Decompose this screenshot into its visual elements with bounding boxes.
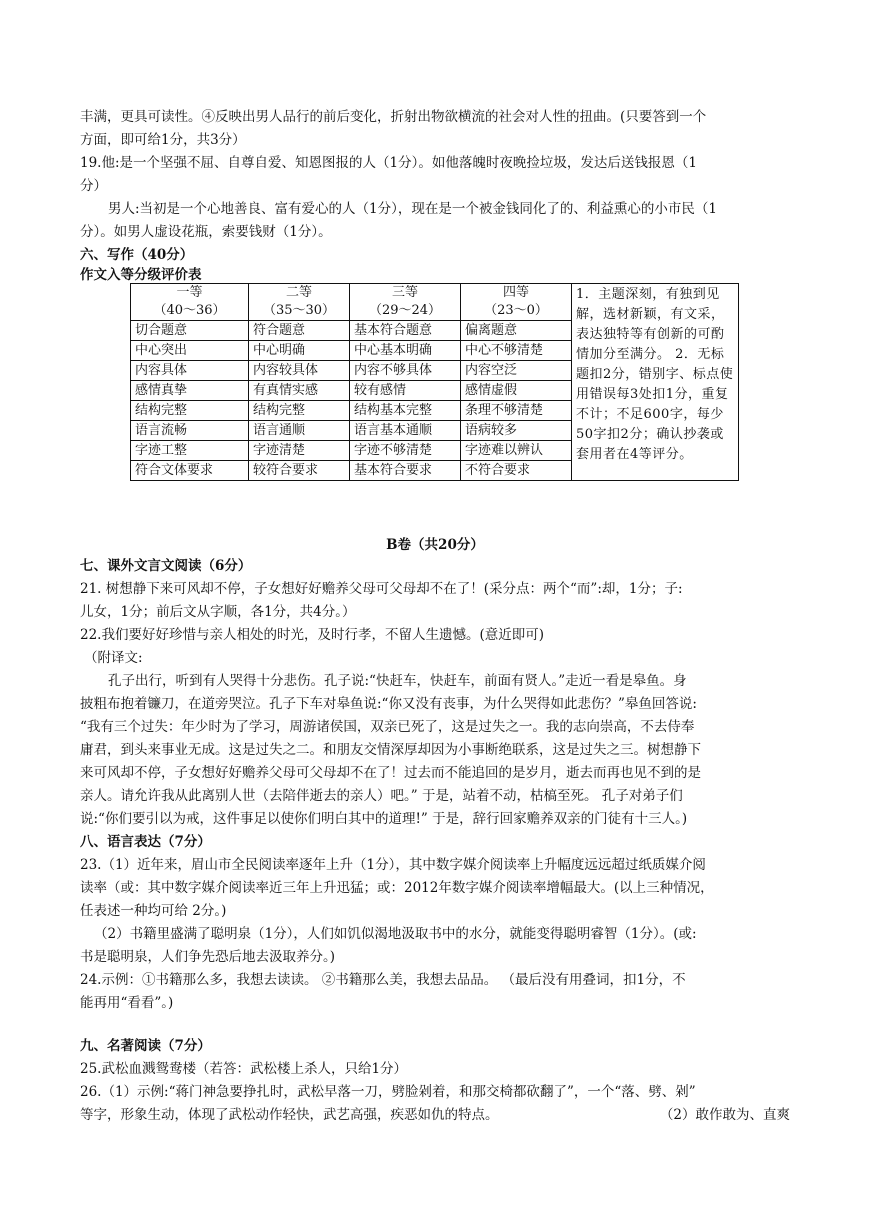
- section-9-heading: 九、名著阅读（7分）: [80, 1038, 211, 1054]
- table-cell: 较符合要求: [249, 461, 350, 481]
- translation-heading: （附译文:: [84, 650, 143, 666]
- table-cell: 基本符合要求: [350, 461, 461, 481]
- translation-line: 披粗布抱着镰刀，在道旁哭泣。孔子下车对皋鱼说:“你又没有丧事，为什么哭得如此悲伤？”皋鱼回答说:: [80, 696, 697, 712]
- q21-answer-2: 儿女，1分；前后文从字顺，各1分，共4分。）: [80, 604, 356, 620]
- q26-answer-3: （2）敢作敢为、直爽: [659, 1107, 790, 1123]
- table-cell: 内容不够具体: [350, 361, 461, 381]
- section-7-heading: 七、课外文言文阅读（6分）: [80, 558, 252, 574]
- translation-line: 亲人。请允许我从此离别人世（去陪伴逝去的亲人）吧。” 于是，站着不动，枯槁至死。 孔子对弟子们: [80, 788, 683, 804]
- q18-continuation-2: 方面，即可给1分，共3分）: [80, 132, 246, 148]
- q19-answer-3: 男人:当初是一个心地善良、富有爱心的人（1分），现在是一个被金钱同化了的、利益熏心的小市民（1: [108, 201, 717, 217]
- table-cell: 感情虚假: [461, 381, 572, 401]
- q26-answer-2: 等字，形象生动，体现了武松动作轻快，武艺高强，疾恶如仇的特点。: [80, 1107, 499, 1123]
- table-cell: 中心不够清楚: [461, 341, 572, 361]
- table-cell: 字迹不够清楚: [350, 441, 461, 461]
- table-cell: 切合题意: [131, 321, 249, 341]
- q23-2-line: （2）书籍里盛满了聪明泉（1分），人们如饥似渴地汲取书中的水分，就能变得聪明睿智（1分）。(或:: [94, 926, 697, 942]
- q22-answer: 22.我们要好好珍惜与亲人相处的时光，及时行孝，不留人生遗憾。(意近即可): [80, 627, 545, 643]
- header-cell: 四等 （23～0）: [461, 284, 572, 321]
- table-header-row: [131, 284, 739, 321]
- q24-line: 能再用“看看”。): [80, 995, 174, 1011]
- translation-line: “我有三个过失：年少时为了学习，周游诸侯国，双亲已死了，这是过失之一。我的志向崇高，不去侍奉: [80, 719, 695, 735]
- table-cell: 中心明确: [249, 341, 350, 361]
- table-cell: 结构基本完整: [350, 401, 461, 421]
- table-cell: 语言基本通顺: [350, 421, 461, 441]
- q26-answer: 26.（1）示例:“蒋门神急要挣扎时，武松早落一刀，劈脸剁着，和那交椅都砍翻了”，一个“落、劈、剁”: [80, 1084, 696, 1100]
- volume-b-title: B卷（共20分）: [386, 537, 484, 553]
- table-cell: 内容空泛: [461, 361, 572, 381]
- table-cell: 感情真挚: [131, 381, 249, 401]
- table-cell: 基本符合题意: [350, 321, 461, 341]
- q19-answer: 19.他:是一个坚强不屈、自尊自爱、知恩图报的人（1分）。如他落魄时夜晚捡垃圾，发达后送钱报恩（1: [80, 155, 697, 171]
- header-cell: 一等 （40～36）: [131, 284, 249, 321]
- q21-answer: 21. 树想静下来可风却不停，子女想好好赡养父母可父母却不在了！(采分点：两个“而”:却，1分；子:: [80, 581, 683, 597]
- q23-1-line: 任表述一种均可给 2分。): [80, 903, 227, 919]
- q23-2-line: 书是聪明泉，人们争先恐后地去汲取养分。): [80, 949, 336, 965]
- q23-1-line: 23.（1）近年来，眉山市全民阅读率逐年上升（1分），其中数字媒介阅读率上升幅度远远超过纸质媒介阅: [80, 857, 706, 873]
- header-cell: 二等 （35～30）: [249, 284, 350, 321]
- translation-line: 孔子出行，听到有人哭得十分悲伤。孔子说:“快赶车，快赶车，前面有贤人。”走近一看是皋鱼。身: [108, 673, 687, 689]
- q25-answer: 25.武松血溅鸳鸯楼（若答：武松楼上杀人，只给1分）: [80, 1061, 408, 1077]
- table-cell: 字迹工整: [131, 441, 249, 461]
- table-cell: 字迹难以辨认: [461, 441, 572, 461]
- table-cell: 偏离题意: [461, 321, 572, 341]
- table-cell: 中心基本明确: [350, 341, 461, 361]
- section-6-heading: 六、写作（40分）: [80, 247, 194, 263]
- table-cell: 不符合要求: [461, 461, 572, 481]
- q18-continuation: 丰满，更具可读性。④反映出男人品行的前后变化，折射出物欲横流的社会对人性的扭曲。(只要答到一个: [80, 109, 707, 125]
- table-cell: 语病较多: [461, 421, 572, 441]
- q24-line: 24.示例：①书籍那么多，我想去读读。 ②书籍那么美，我想去品品。 （最后没有用叠词，扣1分，不: [80, 972, 686, 988]
- table-cell: 字迹清楚: [249, 441, 350, 461]
- table-cell: 有真情实感: [249, 381, 350, 401]
- translation-line: 庸君，到头来事业无成。这是过失之二。和朋友交情深厚却因为小事断绝联系，这是过失之三。树想静下: [80, 742, 701, 758]
- translation-line: 来可风却不停，子女想好好赡养父母可父母却不在了！过去而不能追回的是岁月，逝去而再也见不到的是: [80, 765, 701, 781]
- translation-line: 说:“你们要引以为戒，这件事足以使你们明白其中的道理!” 于是，辞行回家赡养双亲的门徒有十三人。): [80, 811, 688, 827]
- table-cell: 结构完整: [249, 401, 350, 421]
- table-cell: 中心突出: [131, 341, 249, 361]
- grading-notes: 1．主题深刻，有独到见解，选材新颖，有文采，表达独特等有创新的可酌情加分至满分。 2．无标题扣2分，错别字、标点使用错误每3处扣1分，重复不计；不足600字，每少50字扣2分；确认抄袭或套用者在4等评分。: [572, 284, 739, 481]
- table-title: 作文入等分级评价表: [80, 267, 202, 283]
- q19-answer-4: 分）。如男人虚设花瓶，索要钱财（1分）。: [80, 224, 332, 240]
- grading-table: [130, 283, 739, 481]
- table-cell: 内容较具体: [249, 361, 350, 381]
- table-cell: 符合文体要求: [131, 461, 249, 481]
- table-cell: 较有感情: [350, 381, 461, 401]
- table-cell: 语言流畅: [131, 421, 249, 441]
- table-cell: 条理不够清楚: [461, 401, 572, 421]
- table-cell: 符合题意: [249, 321, 350, 341]
- table-cell: 结构完整: [131, 401, 249, 421]
- header-cell: 三等 （29～24）: [350, 284, 461, 321]
- table-cell: 内容具体: [131, 361, 249, 381]
- q23-1-line: 读率（或：其中数字媒介阅读率近三年上升迅猛；或：2012年数字媒介阅读率增幅最大。(以上三种情况，: [80, 880, 714, 896]
- section-8-heading: 八、语言表达（7分）: [80, 834, 211, 850]
- q19-answer-2: 分）: [80, 178, 107, 194]
- table-cell: 语言通顺: [249, 421, 350, 441]
